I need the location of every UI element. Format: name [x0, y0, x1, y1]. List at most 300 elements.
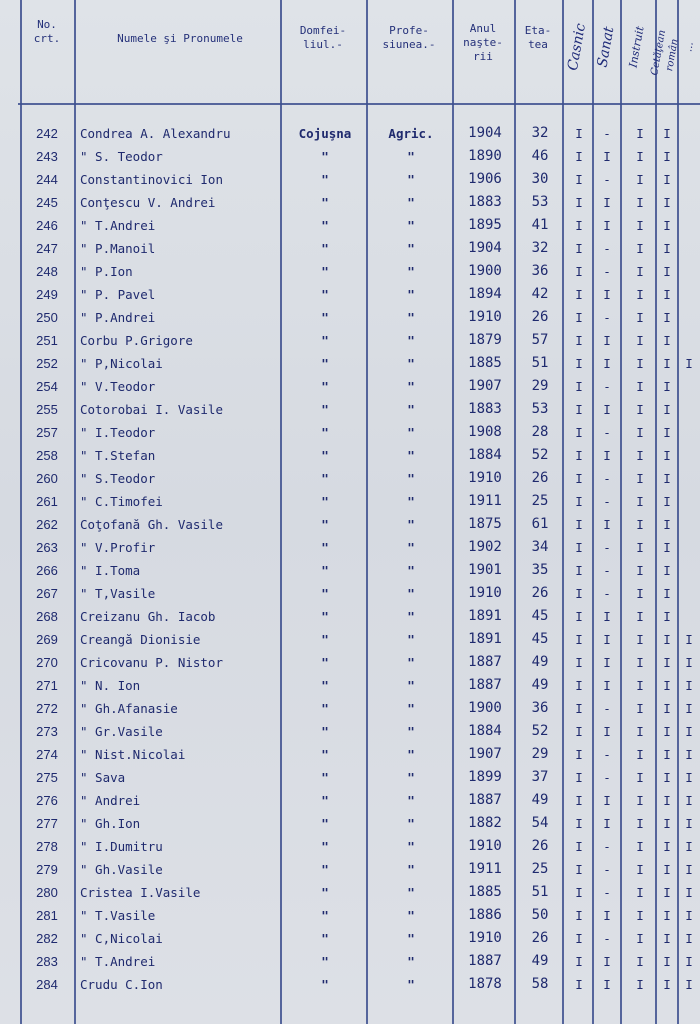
header-domicile: Domfei- liul.- — [299, 24, 347, 51]
cell-c3: I — [636, 839, 644, 854]
cell-no: 280 — [36, 885, 58, 900]
cell-c2: - — [603, 839, 611, 854]
cell-c2: I — [603, 632, 611, 647]
cell-c2: - — [603, 379, 611, 394]
cell-prof: " — [407, 954, 415, 969]
header-col-2: Sanat — [594, 25, 618, 69]
cell-year: 1887 — [468, 654, 502, 670]
cell-c5 — [678, 306, 700, 329]
cell-c1: I — [575, 195, 583, 210]
table-row — [0, 858, 700, 881]
cell-dom: " — [321, 678, 329, 693]
cell-c4: I — [663, 839, 671, 854]
cell-dom: " — [321, 954, 329, 969]
cell-prof: " — [407, 563, 415, 578]
cell-c3: I — [636, 540, 644, 555]
cell-c1: I — [575, 977, 583, 992]
cell-c5 — [678, 237, 700, 260]
cell-no: 244 — [36, 172, 58, 187]
cell-dom: " — [321, 632, 329, 647]
cell-c4: I — [663, 287, 671, 302]
cell-age: 29 — [531, 746, 549, 762]
cell-name: " C,Nicolai — [80, 931, 163, 946]
cell-name: Cotorobai I. Vasile — [80, 402, 223, 417]
header-col-3: Instruit — [626, 25, 647, 69]
cell-name: " T,Vasile — [80, 586, 156, 601]
cell-c5 — [678, 398, 700, 421]
cell-c3: I — [636, 149, 644, 164]
cell-c3: I — [636, 586, 644, 601]
cell-prof: " — [407, 379, 415, 394]
cell-c4: I — [663, 793, 671, 808]
cell-year: 1887 — [468, 792, 502, 808]
cell-no: 263 — [36, 540, 58, 555]
cell-no: 275 — [36, 770, 58, 785]
cell-c3: I — [636, 356, 644, 371]
cell-c5: I — [685, 701, 693, 716]
cell-c2: I — [603, 517, 611, 532]
cell-c3: I — [636, 977, 644, 992]
cell-prof: " — [407, 908, 415, 923]
table-row — [0, 168, 700, 191]
header-age: Eta- tea — [524, 24, 552, 51]
cell-c2: I — [603, 816, 611, 831]
cell-dom: " — [321, 425, 329, 440]
header-col-5: … — [683, 41, 696, 53]
cell-c2: - — [603, 862, 611, 877]
cell-dom: " — [321, 862, 329, 877]
cell-c1: I — [575, 287, 583, 302]
cell-year: 1887 — [468, 677, 502, 693]
cell-c5 — [678, 260, 700, 283]
cell-no: 281 — [36, 908, 58, 923]
table-row — [0, 490, 700, 513]
cell-c1: I — [575, 563, 583, 578]
cell-c1: I — [575, 379, 583, 394]
cell-age: 45 — [531, 631, 549, 647]
cell-prof: " — [407, 770, 415, 785]
cell-c4: I — [663, 126, 671, 141]
cell-prof: " — [407, 931, 415, 946]
cell-c3: I — [636, 310, 644, 325]
cell-c4: I — [663, 724, 671, 739]
cell-c2: - — [603, 241, 611, 256]
cell-name: " P.Manoil — [80, 241, 156, 256]
cell-c1: I — [575, 540, 583, 555]
cell-dom: " — [321, 540, 329, 555]
cell-age: 49 — [531, 792, 549, 808]
cell-name: Cristea I.Vasile — [80, 885, 201, 900]
cell-c4: I — [663, 816, 671, 831]
cell-year: 1884 — [468, 723, 502, 739]
cell-name: Creizanu Gh. Iacob — [80, 609, 216, 624]
cell-age: 37 — [531, 769, 549, 785]
cell-year: 1884 — [468, 447, 502, 463]
cell-name: Conţescu V. Andrei — [80, 195, 216, 210]
table-row — [0, 237, 700, 260]
cell-dom: " — [321, 816, 329, 831]
cell-c5: I — [685, 977, 693, 992]
cell-year: 1910 — [468, 585, 502, 601]
cell-prof: " — [407, 839, 415, 854]
table-row — [0, 467, 700, 490]
table-row — [0, 214, 700, 237]
cell-c2: - — [603, 264, 611, 279]
cell-year: 1910 — [468, 838, 502, 854]
cell-c1: I — [575, 241, 583, 256]
cell-c3: I — [636, 195, 644, 210]
header-name: Numele şi Pronumele — [117, 32, 243, 45]
cell-name: " T.Vasile — [80, 908, 156, 923]
cell-prof: " — [407, 977, 415, 992]
cell-name: " I.Dumitru — [80, 839, 163, 854]
cell-age: 25 — [531, 493, 549, 509]
table-row — [0, 927, 700, 950]
cell-dom: " — [321, 609, 329, 624]
cell-c5: I — [685, 356, 693, 371]
cell-prof: " — [407, 333, 415, 348]
cell-c3: I — [636, 172, 644, 187]
cell-c5 — [678, 329, 700, 352]
cell-year: 1910 — [468, 930, 502, 946]
cell-no: 254 — [36, 379, 58, 394]
cell-c3: I — [636, 885, 644, 900]
cell-c2: - — [603, 931, 611, 946]
cell-year: 1911 — [468, 861, 502, 877]
cell-name: " P. Pavel — [80, 287, 156, 302]
cell-c3: I — [636, 126, 644, 141]
cell-prof: " — [407, 149, 415, 164]
header-rule — [18, 103, 700, 105]
cell-name: " P.Andrei — [80, 310, 156, 325]
cell-c4: I — [663, 195, 671, 210]
table-row — [0, 536, 700, 559]
cell-age: 46 — [531, 148, 549, 164]
cell-c5 — [678, 191, 700, 214]
cell-c1: I — [575, 678, 583, 693]
cell-c1: I — [575, 586, 583, 601]
cell-c4: I — [663, 885, 671, 900]
cell-c4: I — [663, 701, 671, 716]
cell-c3: I — [636, 908, 644, 923]
cell-c4: I — [663, 908, 671, 923]
cell-c2: I — [603, 954, 611, 969]
cell-no: 260 — [36, 471, 58, 486]
cell-c4: I — [663, 379, 671, 394]
cell-no: 252 — [36, 356, 58, 371]
cell-c1: I — [575, 839, 583, 854]
cell-c1: I — [575, 954, 583, 969]
cell-c5 — [678, 536, 700, 559]
cell-name: " S.Teodor — [80, 471, 156, 486]
cell-age: 58 — [531, 976, 549, 992]
cell-dom: " — [321, 563, 329, 578]
cell-c5: I — [685, 862, 693, 877]
cell-age: 50 — [531, 907, 549, 923]
cell-year: 1908 — [468, 424, 502, 440]
cell-c1: I — [575, 862, 583, 877]
cell-dom: " — [321, 977, 329, 992]
cell-no: 247 — [36, 241, 58, 256]
cell-c3: I — [636, 609, 644, 624]
cell-name: " Sava — [80, 770, 126, 785]
cell-name: " P.Ion — [80, 264, 133, 279]
cell-c4: I — [663, 954, 671, 969]
cell-c5: I — [685, 839, 693, 854]
cell-age: 53 — [531, 194, 549, 210]
cell-prof: " — [407, 195, 415, 210]
cell-prof: " — [407, 172, 415, 187]
cell-age: 26 — [531, 309, 549, 325]
cell-year: 1901 — [468, 562, 502, 578]
cell-no: 245 — [36, 195, 58, 210]
table-row — [0, 651, 700, 674]
cell-c5: I — [685, 724, 693, 739]
cell-dom: " — [321, 172, 329, 187]
cell-c5 — [678, 168, 700, 191]
table-row — [0, 329, 700, 352]
cell-c4: I — [663, 586, 671, 601]
cell-dom: " — [321, 310, 329, 325]
cell-age: 34 — [531, 539, 549, 555]
cell-c4: I — [663, 931, 671, 946]
cell-name: Cricovanu P. Nistor — [80, 655, 223, 670]
cell-dom: " — [321, 379, 329, 394]
cell-dom: " — [321, 908, 329, 923]
cell-c4: I — [663, 310, 671, 325]
cell-year: 1910 — [468, 470, 502, 486]
cell-dom: " — [321, 264, 329, 279]
cell-no: 284 — [36, 977, 58, 992]
cell-age: 26 — [531, 470, 549, 486]
table-row — [0, 122, 700, 145]
cell-year: 1883 — [468, 194, 502, 210]
cell-age: 49 — [531, 953, 549, 969]
cell-c2: - — [603, 471, 611, 486]
cell-age: 54 — [531, 815, 549, 831]
cell-prof: " — [407, 264, 415, 279]
cell-c1: I — [575, 701, 583, 716]
table-row — [0, 628, 700, 651]
cell-c5 — [678, 122, 700, 145]
cell-c4: I — [663, 264, 671, 279]
cell-age: 32 — [531, 125, 549, 141]
cell-dom: " — [321, 586, 329, 601]
cell-age: 45 — [531, 608, 549, 624]
cell-c3: I — [636, 931, 644, 946]
cell-c2: - — [603, 563, 611, 578]
cell-c3: I — [636, 632, 644, 647]
cell-dom: " — [321, 655, 329, 670]
cell-age: 61 — [531, 516, 549, 532]
cell-dom: " — [321, 402, 329, 417]
cell-name: " N. Ion — [80, 678, 141, 693]
cell-c4: I — [663, 678, 671, 693]
cell-c4: I — [663, 563, 671, 578]
table-row — [0, 950, 700, 973]
cell-prof: " — [407, 862, 415, 877]
cell-c4: I — [663, 149, 671, 164]
cell-c4: I — [663, 471, 671, 486]
cell-no: 273 — [36, 724, 58, 739]
cell-no: 268 — [36, 609, 58, 624]
cell-no: 270 — [36, 655, 58, 670]
cell-c2: - — [603, 126, 611, 141]
table-row — [0, 973, 700, 996]
cell-c1: I — [575, 632, 583, 647]
cell-prof: " — [407, 747, 415, 762]
cell-no: 277 — [36, 816, 58, 831]
cell-year: 1900 — [468, 263, 502, 279]
cell-age: 29 — [531, 378, 549, 394]
cell-name: " C.Timofei — [80, 494, 163, 509]
table-row — [0, 513, 700, 536]
cell-no: 249 — [36, 287, 58, 302]
cell-c1: I — [575, 609, 583, 624]
cell-name: " I.Toma — [80, 563, 141, 578]
cell-dom: " — [321, 241, 329, 256]
cell-c3: I — [636, 793, 644, 808]
cell-name: Corbu P.Grigore — [80, 333, 193, 348]
cell-c5 — [678, 375, 700, 398]
cell-prof: " — [407, 793, 415, 808]
cell-c5: I — [685, 793, 693, 808]
cell-year: 1906 — [468, 171, 502, 187]
cell-prof: Agric. — [388, 126, 434, 141]
cell-c2: - — [603, 770, 611, 785]
header-profession: Profe- siunea.- — [382, 24, 436, 51]
cell-no: 267 — [36, 586, 58, 601]
cell-c3: I — [636, 264, 644, 279]
cell-c2: I — [603, 149, 611, 164]
cell-c3: I — [636, 448, 644, 463]
cell-no: 272 — [36, 701, 58, 716]
cell-year: 1885 — [468, 355, 502, 371]
cell-c4: I — [663, 770, 671, 785]
cell-prof: " — [407, 425, 415, 440]
cell-dom: " — [321, 471, 329, 486]
table-row — [0, 283, 700, 306]
cell-year: 1885 — [468, 884, 502, 900]
cell-no: 262 — [36, 517, 58, 532]
cell-c5 — [678, 145, 700, 168]
cell-dom: " — [321, 793, 329, 808]
cell-dom: " — [321, 885, 329, 900]
cell-age: 26 — [531, 930, 549, 946]
cell-c2: I — [603, 195, 611, 210]
cell-c1: I — [575, 747, 583, 762]
cell-c3: I — [636, 563, 644, 578]
cell-year: 1891 — [468, 608, 502, 624]
cell-c1: I — [575, 908, 583, 923]
cell-c3: I — [636, 241, 644, 256]
cell-prof: " — [407, 356, 415, 371]
cell-no: 278 — [36, 839, 58, 854]
cell-c5: I — [685, 908, 693, 923]
cell-name: " Andrei — [80, 793, 141, 808]
cell-c2: I — [603, 724, 611, 739]
cell-prof: " — [407, 632, 415, 647]
cell-c2: - — [603, 701, 611, 716]
cell-year: 1878 — [468, 976, 502, 992]
cell-c1: I — [575, 333, 583, 348]
cell-prof: " — [407, 471, 415, 486]
cell-name: " Gh.Afanasie — [80, 701, 178, 716]
header-birth-year: Anul naşte- rii — [463, 22, 503, 63]
table-row — [0, 398, 700, 421]
cell-c3: I — [636, 678, 644, 693]
table-row — [0, 881, 700, 904]
cell-age: 32 — [531, 240, 549, 256]
cell-c2: I — [603, 655, 611, 670]
cell-name: " P,Nicolai — [80, 356, 163, 371]
cell-c2: - — [603, 747, 611, 762]
header-col-1: Casnic — [564, 22, 590, 72]
cell-c5 — [678, 283, 700, 306]
cell-c4: I — [663, 172, 671, 187]
cell-c1: I — [575, 448, 583, 463]
cell-dom: Cojuşna — [298, 126, 352, 141]
cell-age: 49 — [531, 654, 549, 670]
cell-name: " T.Stefan — [80, 448, 156, 463]
cell-c3: I — [636, 770, 644, 785]
cell-age: 30 — [531, 171, 549, 187]
cell-age: 35 — [531, 562, 549, 578]
cell-c4: I — [663, 655, 671, 670]
cell-prof: " — [407, 494, 415, 509]
cell-c2: I — [603, 908, 611, 923]
cell-c3: I — [636, 379, 644, 394]
cell-age: 41 — [531, 217, 549, 233]
table-row — [0, 743, 700, 766]
cell-c2: - — [603, 425, 611, 440]
cell-dom: " — [321, 770, 329, 785]
cell-prof: " — [407, 816, 415, 831]
table-row — [0, 812, 700, 835]
cell-year: 1910 — [468, 309, 502, 325]
cell-name: Crudu C.Ion — [80, 977, 163, 992]
cell-name: " V.Profir — [80, 540, 156, 555]
cell-c1: I — [575, 724, 583, 739]
cell-c1: I — [575, 885, 583, 900]
cell-no: 261 — [36, 494, 58, 509]
cell-prof: " — [407, 218, 415, 233]
cell-no: 269 — [36, 632, 58, 647]
cell-year: 1894 — [468, 286, 502, 302]
cell-no: 251 — [36, 333, 58, 348]
cell-no: 279 — [36, 862, 58, 877]
cell-c5 — [678, 444, 700, 467]
cell-c1: I — [575, 471, 583, 486]
table-row — [0, 306, 700, 329]
cell-age: 52 — [531, 723, 549, 739]
table-row — [0, 444, 700, 467]
cell-prof: " — [407, 517, 415, 532]
cell-c4: I — [663, 425, 671, 440]
cell-prof: " — [407, 402, 415, 417]
table-row — [0, 559, 700, 582]
cell-no: 246 — [36, 218, 58, 233]
cell-c3: I — [636, 747, 644, 762]
cell-c1: I — [575, 218, 583, 233]
cell-year: 1887 — [468, 953, 502, 969]
cell-c3: I — [636, 517, 644, 532]
cell-prof: " — [407, 586, 415, 601]
cell-name: " Gh.Ion — [80, 816, 141, 831]
cell-dom: " — [321, 333, 329, 348]
table-row — [0, 352, 700, 375]
cell-dom: " — [321, 517, 329, 532]
